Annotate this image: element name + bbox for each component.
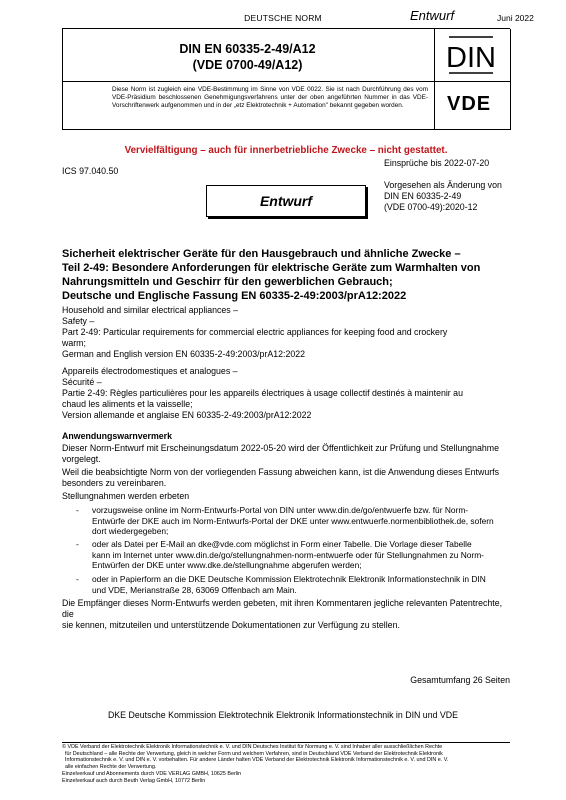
list-item-3-l1: oder in Papierform an die DKE Deutsche Kommission Elektrotechnik Elektronik Informationstechnik in DIN: [92, 574, 486, 584]
title-english-l5: German and English version EN 60335-2-49:2003/prA12:2022: [62, 349, 306, 359]
footnote-l6: Einzelverkauf auch durch Beuth Verlag GmbH, 10772 Berlin: [62, 777, 206, 784]
application-paragraph-1-l1: Dieser Norm-Entwurf mit Erscheinungsdatum 2022-05-20 wird der Öffentlichkeit zur Prüfung und Stellungnahme: [62, 443, 499, 453]
title-french: [62, 366, 510, 421]
title-english-l3: Part 2-49: Particular requirements for commercial electric appliances for keeping food and crockery: [62, 327, 448, 337]
application-paragraph-3: Stellungnahmen werden erbeten: [62, 491, 190, 501]
title-french-l2: Sécurité –: [62, 377, 102, 387]
title-german-l2: Teil 2-49: Besondere Anforderungen für elektrische Geräte zum Warmhalten von: [62, 262, 481, 274]
list-item-1-l3: dort wiedergegeben;: [92, 526, 169, 536]
footnote-l1: © VDE Verband der Elektrotechnik Elektronik Informationstechnik e. V. und DIN Deutsches Institut für Normung e. V. sind Inhaber aller ausschließlichen Rechte: [62, 744, 443, 750]
din-logo-icon: [446, 36, 496, 74]
intended-amendment: [384, 180, 502, 213]
vde-notice: Diese Norm ist zugleich eine VDE-Bestimmung im Sinne von VDE 0022. Sie ist nach Durchführung des vom VDE-Präsidium beschlossenen Genehmigungsverfahrens unter der oben angeführten Nummer in das VDE-Vorschriftenwerk aufgenommen und in der „etz Elektrotechnik + Automation" bekannt gegeben worden.: [112, 86, 428, 110]
list-item-text: [92, 505, 512, 537]
title-german-l1: Sicherheit elektrischer Geräte für den Hausgebrauch und ähnliche Zwecke –: [62, 248, 461, 260]
norm-type-label: DEUTSCHE NORM: [244, 13, 322, 23]
copyright-footnote: [62, 744, 512, 784]
total-pages: Gesamtumfang 26 Seiten: [410, 675, 510, 685]
application-paragraph-4-l2: sie kennen, mitzuteilen und unterstützende Dokumentationen zur Verfügung zu stellen.: [62, 620, 400, 630]
title-english-l1: Household and similar electrical appliances –: [62, 305, 239, 315]
footnote-l2: für Deutschland – alle Rechte der Verwertung, gleich in welcher Form und welchem Verfahren, sind in Deutschland VDE Verband der Elektrotechnik Elektronik: [62, 750, 443, 757]
entwurf-label: Entwurf: [410, 8, 455, 23]
footnote-l5: Einzelverkauf und Abonnements durch VDE VERLAG GMBH, 10625 Berlin: [62, 770, 242, 777]
list-dash: -: [76, 539, 79, 549]
standard-number-line1: DIN EN 60335-2-49/A12: [179, 42, 316, 56]
standard-number: [62, 41, 433, 73]
reproduction-warning: Vervielfältigung – auch für innerbetriebliche Zwecke – nicht gestattet.: [124, 145, 448, 156]
footnote-l4: alle einfachen Rechte der Verwertung.: [62, 764, 157, 771]
application-paragraph-2-l2: besonders zu vereinbaren.: [62, 478, 167, 488]
footnote-l3: Informationstechnik e. V. und DIN e. V. vorbehalten. Für andere Länder halten VDE Verband der Elektrotechnik Elektronik Informationstechnik e. V. und DIN e. V.: [62, 757, 449, 764]
intended-amendment-l3: (VDE 0700-49):2020-12: [384, 202, 478, 212]
din-logo-text: DIN: [446, 42, 496, 74]
intended-amendment-l2: DIN EN 60335-2-49: [384, 191, 462, 201]
title-french-l5: Version allemande et anglaise EN 60335-2-49:2003/prA12:2022: [62, 410, 312, 420]
list-dash: -: [76, 505, 79, 515]
intended-amendment-l1: Vorgesehen als Änderung von: [384, 180, 502, 190]
list-item-2-l1: oder als Datei per E-Mail an dke@vde.com möglichst in Form einer Tabelle. Die Vorlage dieser Tabelle: [92, 539, 472, 549]
application-paragraph-4-l1: Die Empfänger dieses Norm-Entwurfs werden gebeten, mit ihren Kommentaren jegliche relevanten Patentrechte, die: [62, 598, 503, 619]
publication-date: Juni 2022: [497, 13, 534, 23]
application-warning-heading: Anwendungswarnvermerk: [62, 431, 172, 441]
title-english: [62, 305, 510, 360]
application-paragraph-1-l2: vorgelegt.: [62, 454, 101, 464]
list-item-text: [92, 574, 512, 595]
title-german-l3: Nahrungsmitteln und Geschirr für den gewerblichen Gebrauch;: [62, 276, 393, 288]
list-item-1-l2: Entwürfe der DKE auch im Norm-Entwurfs-Portal der DKE unter www.entwuerfe.normenbibliothek.de, sofern: [92, 515, 494, 526]
application-paragraph-1: [62, 443, 510, 465]
title-french-l1: Appareils électrodomestiques et analogues –: [62, 366, 238, 376]
ics-code: ICS 97.040.50: [62, 166, 119, 176]
dke-organization: DKE Deutsche Kommission Elektrotechnik Elektronik Informationstechnik in DIN und VDE: [107, 710, 459, 720]
application-paragraph-2-l1: Weil die beabsichtigte Norm von der vorliegenden Fassung abweichen kann, ist die Anwendung dieses Entwurfs: [62, 467, 500, 477]
list-item-2-l3: Entwürfen der DKE unter www.dke.de/stellungnahme abgerufen werden;: [92, 560, 362, 570]
title-english-l4: warm;: [62, 338, 86, 348]
title-french-l4: chaud les aliments et la vaisselle;: [62, 399, 193, 409]
footer-rule: [62, 742, 510, 743]
list-item-1-l1: vorzugsweise online im Norm-Entwurfs-Portal von DIN unter www.din.de/go/entwuerfe bzw. für Norm-: [92, 505, 469, 515]
application-paragraph-2: [62, 467, 510, 489]
objection-deadline: Einsprüche bis 2022-07-20: [384, 158, 490, 168]
title-french-l3: Partie 2-49: Règles particulières pour les appareils électriques à usage collectif destinés à maintenir au: [62, 388, 463, 398]
title-german-l4: Deutsche und Englische Fassung EN 60335-2-49:2003/prA12:2022: [62, 290, 407, 302]
list-item-text: [92, 539, 512, 571]
list-item-3-l2: und VDE, Merianstraße 28, 63069 Offenbach am Main.: [92, 584, 297, 595]
application-paragraph-4: [62, 598, 510, 631]
draft-stamp: Entwurf: [206, 185, 366, 217]
list-dash: -: [76, 574, 79, 584]
list-item-2-l2: kann im Internet unter www.din.de/go/stellungnahmen-norm-entwuerfe oder für Stellungnahmen zu Norm-: [92, 549, 484, 560]
title-german: [62, 247, 510, 303]
standard-number-line2: (VDE 0700-49/A12): [192, 58, 303, 72]
vde-logo-icon: VDE: [447, 93, 492, 115]
title-english-l2: Safety –: [62, 316, 95, 326]
